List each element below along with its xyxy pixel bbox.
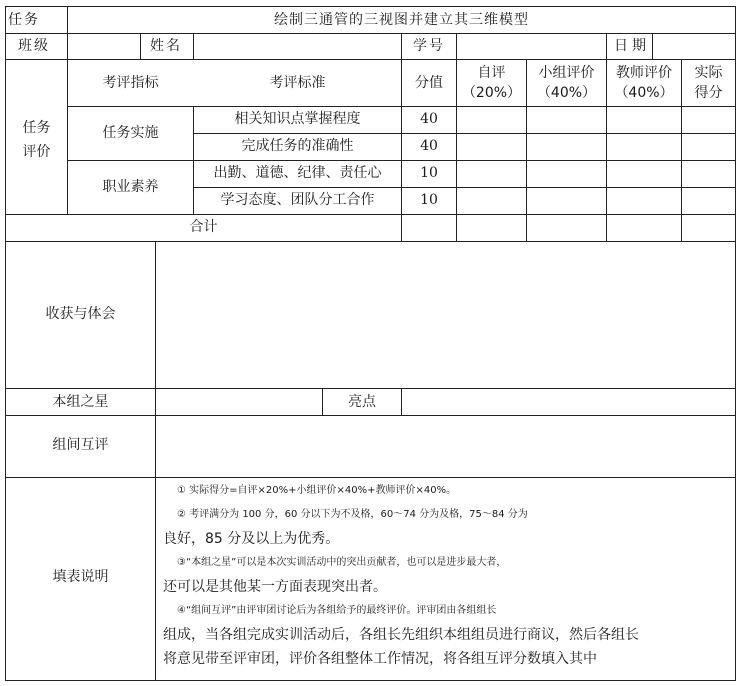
rule-line: [401, 388, 402, 416]
harvest-label: 收获与体会: [45, 306, 116, 322]
task-title: 绘制三通管的三视图并建立其三维模型: [274, 12, 529, 28]
task-label: 任务: [8, 12, 40, 28]
date-label: 日期: [614, 38, 650, 54]
rule-line: [5, 214, 736, 215]
score-cell: 40: [420, 138, 438, 154]
rule-line: [5, 680, 736, 681]
score-cell: 40: [420, 111, 438, 127]
col-group-header: 小组评价 （40%）: [536, 65, 597, 101]
instruction-line: ③“本组之星”可以是本次实训活动中的突出贡献者，也可以是进步最大者，: [177, 557, 507, 568]
standard-cell: 相关知识点掌握程度: [234, 111, 361, 127]
standard-cell: 学习态度、团队分工合作: [220, 192, 375, 208]
rule-line: [5, 477, 736, 478]
rule-line: [193, 133, 736, 134]
score-cell: 10: [420, 192, 438, 208]
rule-line: [5, 6, 736, 7]
class-label: 班级: [18, 38, 50, 54]
total-label: 合计: [189, 219, 218, 235]
col-teacher-header: 教师评价 （40%）: [614, 65, 674, 101]
rule-line: [140, 33, 141, 60]
col-self-header: 自评 （20%）: [461, 65, 522, 101]
peer-review-label: 组间互评: [52, 437, 109, 453]
instruction-line: 良好，85 分及以上为优秀。: [163, 531, 340, 547]
col-score-header: 分值: [415, 75, 443, 91]
instruction-line: ① 实际得分=自评×20%+小组评价×40%+教师评价×40%。: [177, 485, 457, 496]
instruction-line: 还可以是其他某一方面表现突出者。: [163, 579, 387, 595]
standard-cell: 完成任务的准确性: [241, 138, 354, 154]
instruction-line: ② 考评满分为 100 分，60 分以下为不及格，60～74 分为及格，75～84 分为: [177, 509, 528, 520]
col-standard-header: 考评标准: [269, 75, 326, 91]
rule-line: [5, 33, 736, 34]
rule-line: [735, 6, 736, 681]
standard-cell: 出勤、道德、纪律、责任心: [213, 165, 382, 181]
rule-line: [5, 415, 736, 416]
instruction-line: 将意见带至评审团，评价各组整体工作情况，将各组互评分数填入其中: [163, 651, 597, 667]
highlight-label: 亮点: [348, 394, 376, 410]
rule-line: [193, 187, 736, 188]
eval-section-label: 任务 评价: [22, 120, 51, 160]
indicator-professional-quality: 职业素养: [102, 179, 159, 195]
indicator-task-implementation: 任务实施: [102, 125, 159, 141]
rule-line: [5, 388, 736, 389]
instructions-label: 填表说明: [52, 569, 109, 585]
star-label: 本组之星: [52, 394, 109, 410]
col-actual-header: 实际 得分: [694, 65, 723, 101]
rule-line: [652, 33, 653, 60]
rule-line: [5, 59, 736, 60]
rule-line: [5, 241, 736, 242]
instruction-line: ④“组间互评”由评审团讨论后为各组给予的最终评价。评审团由各组组长: [177, 605, 497, 616]
student-id-label: 学号: [413, 38, 445, 54]
score-cell: 10: [420, 165, 438, 181]
rule-line: [155, 241, 156, 681]
instruction-line: 组成，当各组完成实训活动后，各组长先组织本组组员进行商议，然后各组长: [163, 627, 639, 643]
name-label: 姓名: [150, 38, 182, 54]
rule-line: [193, 33, 194, 60]
col-indicator-header: 考评指标: [102, 75, 159, 91]
